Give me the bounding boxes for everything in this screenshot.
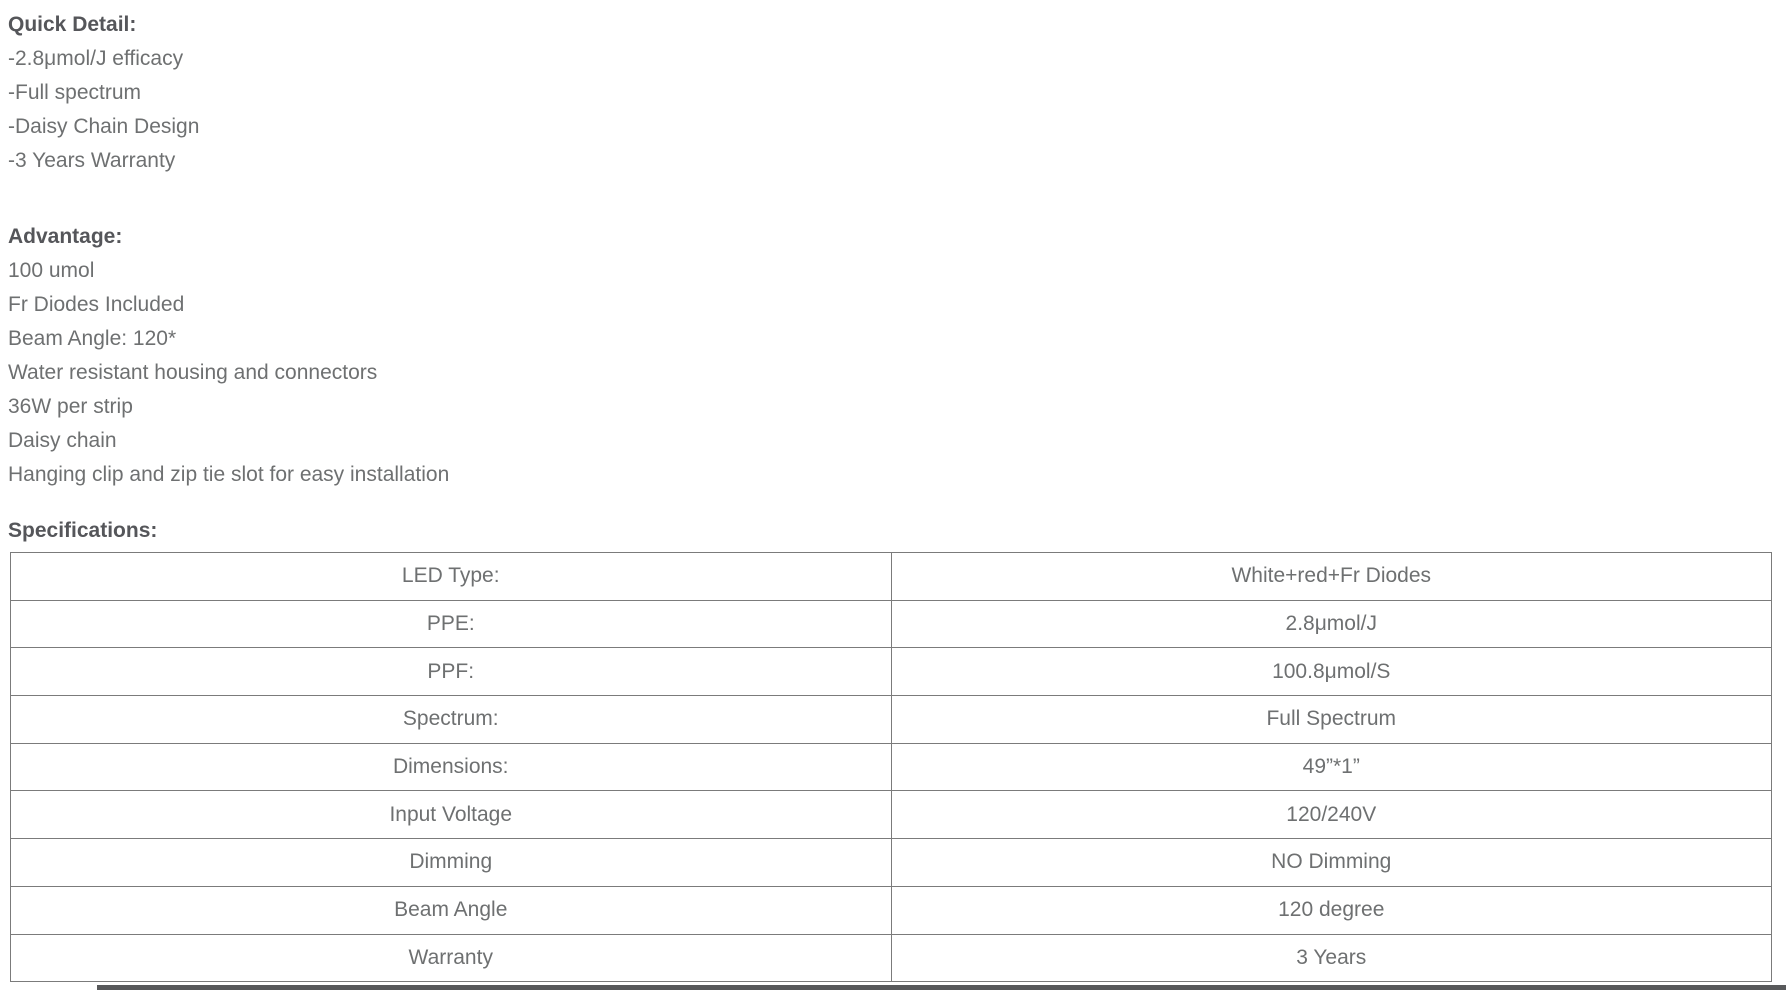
spec-label: Dimensions:: [11, 743, 892, 791]
table-row: [11, 886, 1772, 934]
table-row: [11, 648, 1772, 696]
table-row: [11, 791, 1772, 839]
quick-detail-item: -Full spectrum: [8, 81, 142, 104]
table-row: [11, 934, 1772, 982]
spec-value: White+red+Fr Diodes: [891, 553, 1772, 601]
spec-value: 3 Years: [891, 934, 1772, 982]
spec-value: 2.8μmol/J: [891, 600, 1772, 648]
specifications-table: [10, 552, 1772, 982]
partial-bottom-divider: [97, 985, 1786, 990]
quick-detail-item: -3 Years Warranty: [8, 149, 176, 172]
spec-label: Dimming: [11, 839, 892, 887]
specifications-heading: Specifications:: [8, 519, 158, 542]
table-row: [11, 743, 1772, 791]
spec-label: Beam Angle: [11, 886, 892, 934]
advantage-item: 100 umol: [8, 259, 95, 282]
quick-detail-heading: Quick Detail:: [8, 13, 137, 36]
spec-label: LED Type:: [11, 553, 892, 601]
spec-value: NO Dimming: [891, 839, 1772, 887]
quick-detail-item: -2.8μmol/J efficacy: [8, 47, 184, 70]
quick-detail-list: [8, 42, 1786, 178]
advantage-item: Fr Diodes Included: [8, 293, 185, 316]
spec-value: 49”*1”: [891, 743, 1772, 791]
spec-value: 120 degree: [891, 886, 1772, 934]
quick-detail-item: -Daisy Chain Design: [8, 115, 200, 138]
advantage-heading: Advantage:: [8, 225, 123, 248]
advantage-item: Beam Angle: 120*: [8, 327, 177, 350]
table-row: [11, 696, 1772, 744]
spec-label: PPE:: [11, 600, 892, 648]
table-row: [11, 600, 1772, 648]
spec-label: PPF:: [11, 648, 892, 696]
advantage-list: [8, 254, 1786, 492]
spec-value: 100.8μmol/S: [891, 648, 1772, 696]
spec-value: Full Spectrum: [891, 696, 1772, 744]
spec-label: Spectrum:: [11, 696, 892, 744]
spec-value: 120/240V: [891, 791, 1772, 839]
advantage-item: 36W per strip: [8, 395, 133, 418]
advantage-item: Hanging clip and zip tie slot for easy installation: [8, 463, 450, 486]
spec-label: Input Voltage: [11, 791, 892, 839]
table-row: [11, 839, 1772, 887]
advantage-item: Daisy chain: [8, 429, 117, 452]
table-row: [11, 553, 1772, 601]
advantage-item: Water resistant housing and connectors: [8, 361, 378, 384]
spec-label: Warranty: [11, 934, 892, 982]
